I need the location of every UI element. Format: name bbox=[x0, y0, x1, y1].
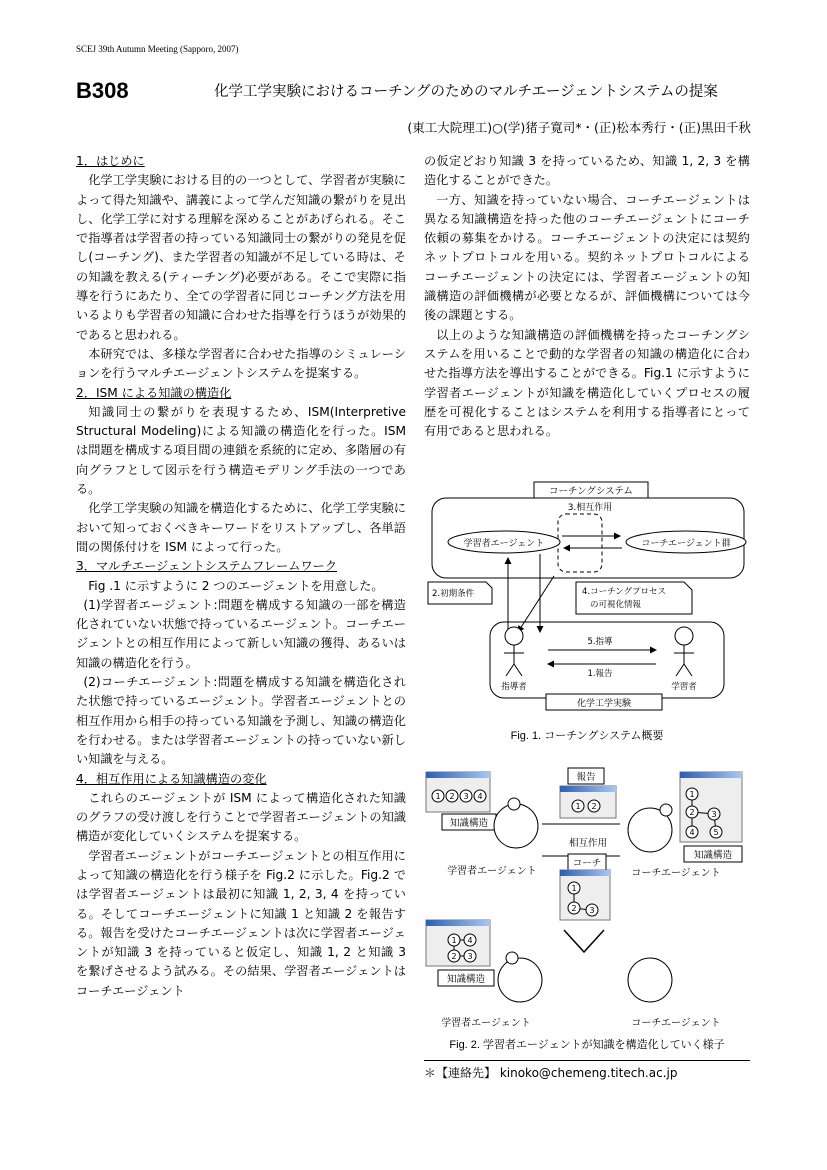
node-4: 4 bbox=[467, 936, 473, 945]
paragraph: 知識同士の繋がりを表現するため、ISM(Interpretive Structural Modeling)による知識の構造化を行った。ISM は問題を構成する項目間の連鎖を系統的に定め、多階層の有向グラフとして図示を行う構造モデリング手法の一つである。 bbox=[76, 404, 406, 497]
fig2-knowledge-label-2: 知識構造 bbox=[693, 850, 733, 861]
node-1: 1 bbox=[575, 802, 581, 811]
paragraph: の仮定どおり知識 3 を持っているため、知識 1, 2, 3 を構造化することができた。 bbox=[424, 154, 750, 188]
section-heading-4: 4．相互作用による知識構造の変化 bbox=[76, 771, 267, 786]
node-1: 1 bbox=[451, 936, 457, 945]
paragraph: (2)コーチエージェント:問題を構成する知識を構造化された状態で持っているエージェント。学習者エージェントとの相互作用から相手の持っている知識を予測し、知識の構造化を行わせる。または学習者エージェントの持っていない新しい知識を与える。 bbox=[76, 675, 406, 767]
node-2: 2 bbox=[689, 808, 695, 817]
figure-2-caption: Fig. 2. 学習者エージェントが知識を構造化していく様子 bbox=[449, 1039, 725, 1051]
fig1-experiment-label: 化学工学実験 bbox=[576, 699, 632, 709]
paper-authors: (東工大院理工)○(学)猪子寛司*・(正)松本秀行・(正)黒田千秋 bbox=[407, 120, 751, 135]
node-2: 2 bbox=[451, 952, 457, 961]
fig2-learner-agent-2: 学習者エージェント bbox=[441, 1018, 531, 1029]
paper-code: B308 bbox=[76, 78, 129, 103]
fig2-coach-label: コーチ bbox=[572, 858, 602, 869]
fig1-learner-agent: 学習者エージェント bbox=[463, 539, 545, 549]
paragraph: 化学工学実験の知識を構造化するために、化学工学実験において知っておくべきキーワードをリストアップし、各単語間の関係付けを ISM によって行った。 bbox=[76, 501, 406, 554]
fig2-coach-agent-2: コーチエージェント bbox=[631, 1018, 721, 1029]
node-3: 3 bbox=[463, 792, 469, 801]
node-5: 5 bbox=[713, 828, 719, 837]
node-4: 4 bbox=[477, 792, 483, 801]
fig1-guide-label: 5.指導 bbox=[587, 637, 613, 647]
paragraph: (1)学習者エージェント:問題を構成する知識の一部を構造化されていない状態で持っているエージェント。コーチエージェントとの相互作用によって新しい知識の獲得、あるいは知識の構造化を行う。 bbox=[76, 597, 406, 670]
node-2: 2 bbox=[449, 792, 455, 801]
node-4: 4 bbox=[689, 828, 695, 837]
fig2-report-label: 報告 bbox=[576, 772, 596, 783]
paragraph: 本研究では、多様な学習者に合わせた指導のシミュレーションを行うマルチエージェントシステムを提案する。 bbox=[76, 346, 406, 381]
fig1-system-label: コーチングシステム bbox=[549, 486, 633, 497]
fig2-interaction-label: 相互作用 bbox=[568, 838, 608, 849]
node-3: 3 bbox=[589, 906, 595, 915]
paragraph: これらのエージェントが ISM によって構造化された知識のグラフの受け渡しを行うことで学習者エージェントの知識構造が変化していくシステムを提案する。 bbox=[76, 790, 406, 844]
fig1-instructor-label: 指導者 bbox=[501, 682, 527, 692]
fig1-process-label-1: 4.コーチングプロセス bbox=[582, 587, 667, 597]
contact-info: ＊【連絡先】 kinoko@chemeng.titech.ac.jp bbox=[424, 1060, 750, 1081]
node-1: 1 bbox=[571, 884, 577, 893]
left-column bbox=[76, 152, 406, 1001]
node-1: 1 bbox=[689, 790, 695, 799]
paragraph: Fig .1 に示すように 2 つのエージェントを用意した。 bbox=[88, 578, 384, 593]
paragraph: 化学工学実験における目的の一つとして、学習者が実験によって得た知識や、講義によって学んだ知識の繋がりを見出し、化学工学に対する理解を深めることがあげられる。そこで指導者は学習者の持っている知識同士の繋がりの発見を促し(コーチング)、また学習者の知識が不足している時は、その知識を教える(ティーチング)必要がある。そこで実際に指導を行うにあたり、全ての学習者に同じコーチング方法を用いるよりも学習者の知識に合わせた指導を行うほうが効果的であると思われる。 bbox=[76, 173, 406, 342]
figure-2-diagram bbox=[424, 764, 750, 1034]
node-3: 3 bbox=[711, 810, 717, 819]
fig1-initial-condition: 2.初期条件 bbox=[432, 589, 475, 599]
paragraph: 一方、知識を持っていない場合、コーチエージェントは異なる知識構造を持った他のコーチエージェントにコーチ依頼の募集をかける。コーチエージェントの決定には契約ネットプロトコルを用いる。契約ネットプロトコルによるコーチエージェントの決定には、学習者エージェントの知識構造の評価機構が必要となるが、評価機構については今後の課題とする。 bbox=[424, 192, 750, 323]
fig1-coach-agents: コーチエージェント群 bbox=[641, 539, 731, 549]
fig1-learner-label: 学習者 bbox=[671, 682, 697, 692]
fig1-report-label: 1.報告 bbox=[587, 669, 613, 679]
node-2: 2 bbox=[591, 802, 597, 811]
paragraph: 学習者エージェントがコーチエージェントとの相互作用によって知識の構造化を行う様子を Fig.2 に示した。Fig.2 では学習者エージェントは最初に知識 1, 2, 3, 4 を持っている。そしてコーチエージェントに知識 1 と知識 2 を報告する。報告を受けたコーチエージェントは次に学習者エージェントが知識 3 を持っていると仮定し、知識 1, 2 と知識 3 を繋げさせるよう試みる。その結果、学習者エージェントはコーチエージェント bbox=[76, 848, 406, 998]
node-1: 1 bbox=[435, 792, 441, 801]
fig1-interaction-label: 3.相互作用 bbox=[567, 503, 613, 513]
figure-1-diagram bbox=[424, 478, 750, 724]
fig2-coach-agent-1: コーチエージェント bbox=[631, 868, 721, 879]
fig1-process-label-2: の可視化情報 bbox=[590, 600, 642, 610]
figure-1-caption: Fig. 1. コーチングシステム概要 bbox=[510, 730, 664, 742]
fig2-knowledge-label-1: 知識構造 bbox=[449, 818, 489, 829]
section-heading-3: 3．マルチエージェントシステムフレームワーク bbox=[76, 559, 338, 574]
right-column bbox=[424, 152, 750, 441]
section-heading-1: 1．はじめに bbox=[76, 154, 145, 168]
paragraph: 以上のような知識構造の評価機構を持ったコーチングシステムを用いることで動的な学習者の知識の構造化に合わせた指導方法を導出することができる。Fig.1 に示すように学習者エージェントが知識を構造化していくプロセスの履歴を可視化することはシステムを利用する指導者にとって有用であると思われる。 bbox=[424, 327, 750, 439]
node-3: 3 bbox=[467, 952, 473, 961]
conference-name: SCEJ 39th Autumn Meeting (Sapporo, 2007) bbox=[76, 44, 239, 54]
section-heading-2: 2．ISM による知識の構造化 bbox=[76, 385, 232, 400]
fig2-learner-agent-1: 学習者エージェント bbox=[447, 866, 537, 877]
paper-title: 化学工学実験におけるコーチングのためのマルチエージェントシステムの提案 bbox=[214, 84, 718, 100]
fig2-knowledge-label-3: 知識構造 bbox=[446, 974, 486, 985]
node-2: 2 bbox=[571, 904, 577, 913]
